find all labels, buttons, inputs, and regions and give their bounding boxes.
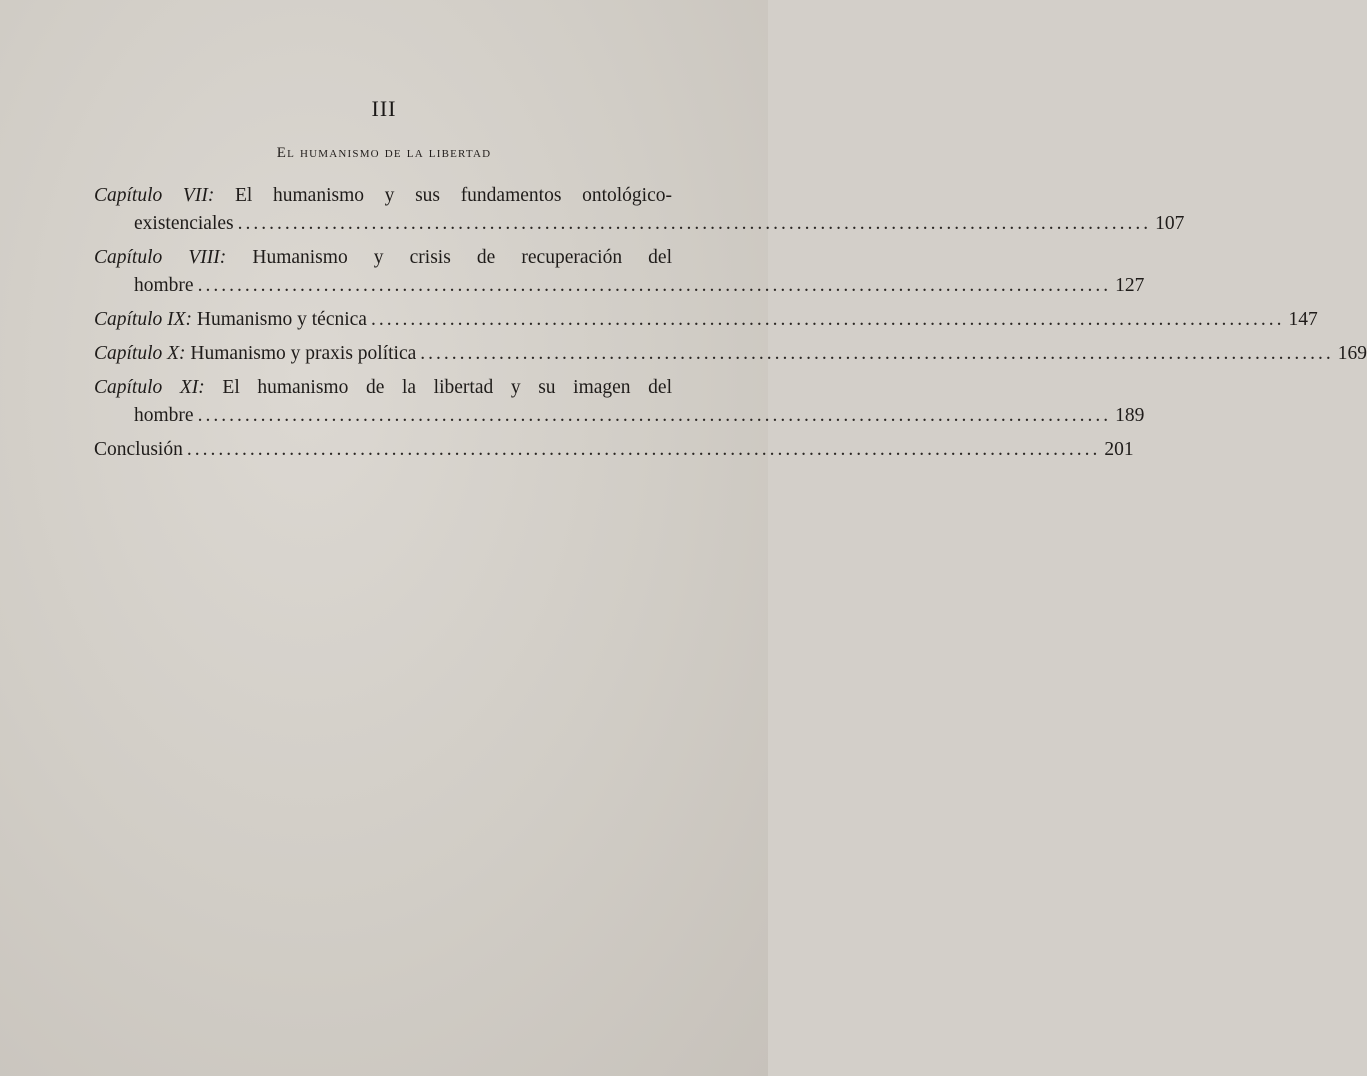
chapter-label: Capítulo VII: bbox=[94, 185, 215, 206]
part-number: III bbox=[371, 96, 397, 121]
conclusion-title: Conclusión bbox=[94, 439, 183, 460]
part-title: El humanismo de la libertad bbox=[276, 145, 492, 161]
chapter-title-continued: existenciales bbox=[134, 213, 234, 234]
leader-dots: .................................................................................................................... bbox=[197, 405, 1112, 426]
chapter-title: El humanismo y sus fundamentos ontológico- bbox=[235, 185, 672, 206]
leader-dots: .................................................................................................................... bbox=[370, 309, 1285, 330]
leader-dots: .................................................................................................................... bbox=[186, 439, 1101, 460]
chapter-label: Capítulo X: bbox=[94, 343, 186, 364]
toc-entry-conclusion bbox=[94, 436, 1134, 464]
chapter-title: Humanismo y crisis de recuperación del bbox=[252, 247, 672, 268]
leader-dots: .................................................................................................................... bbox=[420, 343, 1334, 364]
page-number: 201 bbox=[1104, 439, 1134, 460]
chapter-title: El humanismo de la libertad y su imagen del bbox=[222, 377, 672, 398]
table-of-contents bbox=[94, 182, 1367, 470]
toc-entry-chapter-10 bbox=[94, 340, 1367, 368]
chapter-title-continued: hombre bbox=[134, 275, 194, 296]
leader-dots: .................................................................................................................... bbox=[237, 213, 1152, 234]
page-number: 107 bbox=[1155, 213, 1185, 234]
toc-entry-chapter-7 bbox=[94, 182, 1185, 238]
page-number: 169 bbox=[1337, 343, 1367, 364]
page-number: 147 bbox=[1288, 309, 1318, 330]
toc-entry-chapter-9 bbox=[94, 306, 1318, 334]
leader-dots: .................................................................................................................... bbox=[197, 275, 1112, 296]
toc-entry-chapter-11 bbox=[94, 374, 1145, 430]
chapter-title-continued: hombre bbox=[134, 405, 194, 426]
page-number: 189 bbox=[1115, 405, 1145, 426]
chapter-title: Humanismo y técnica bbox=[196, 309, 367, 330]
chapter-label: Capítulo XI: bbox=[94, 377, 205, 398]
chapter-label: Capítulo IX: bbox=[94, 309, 193, 330]
page-number: 127 bbox=[1115, 275, 1145, 296]
toc-entry-chapter-8 bbox=[94, 244, 1145, 300]
chapter-label: Capítulo VIII: bbox=[94, 247, 227, 268]
chapter-title: Humanismo y praxis política bbox=[190, 343, 417, 364]
